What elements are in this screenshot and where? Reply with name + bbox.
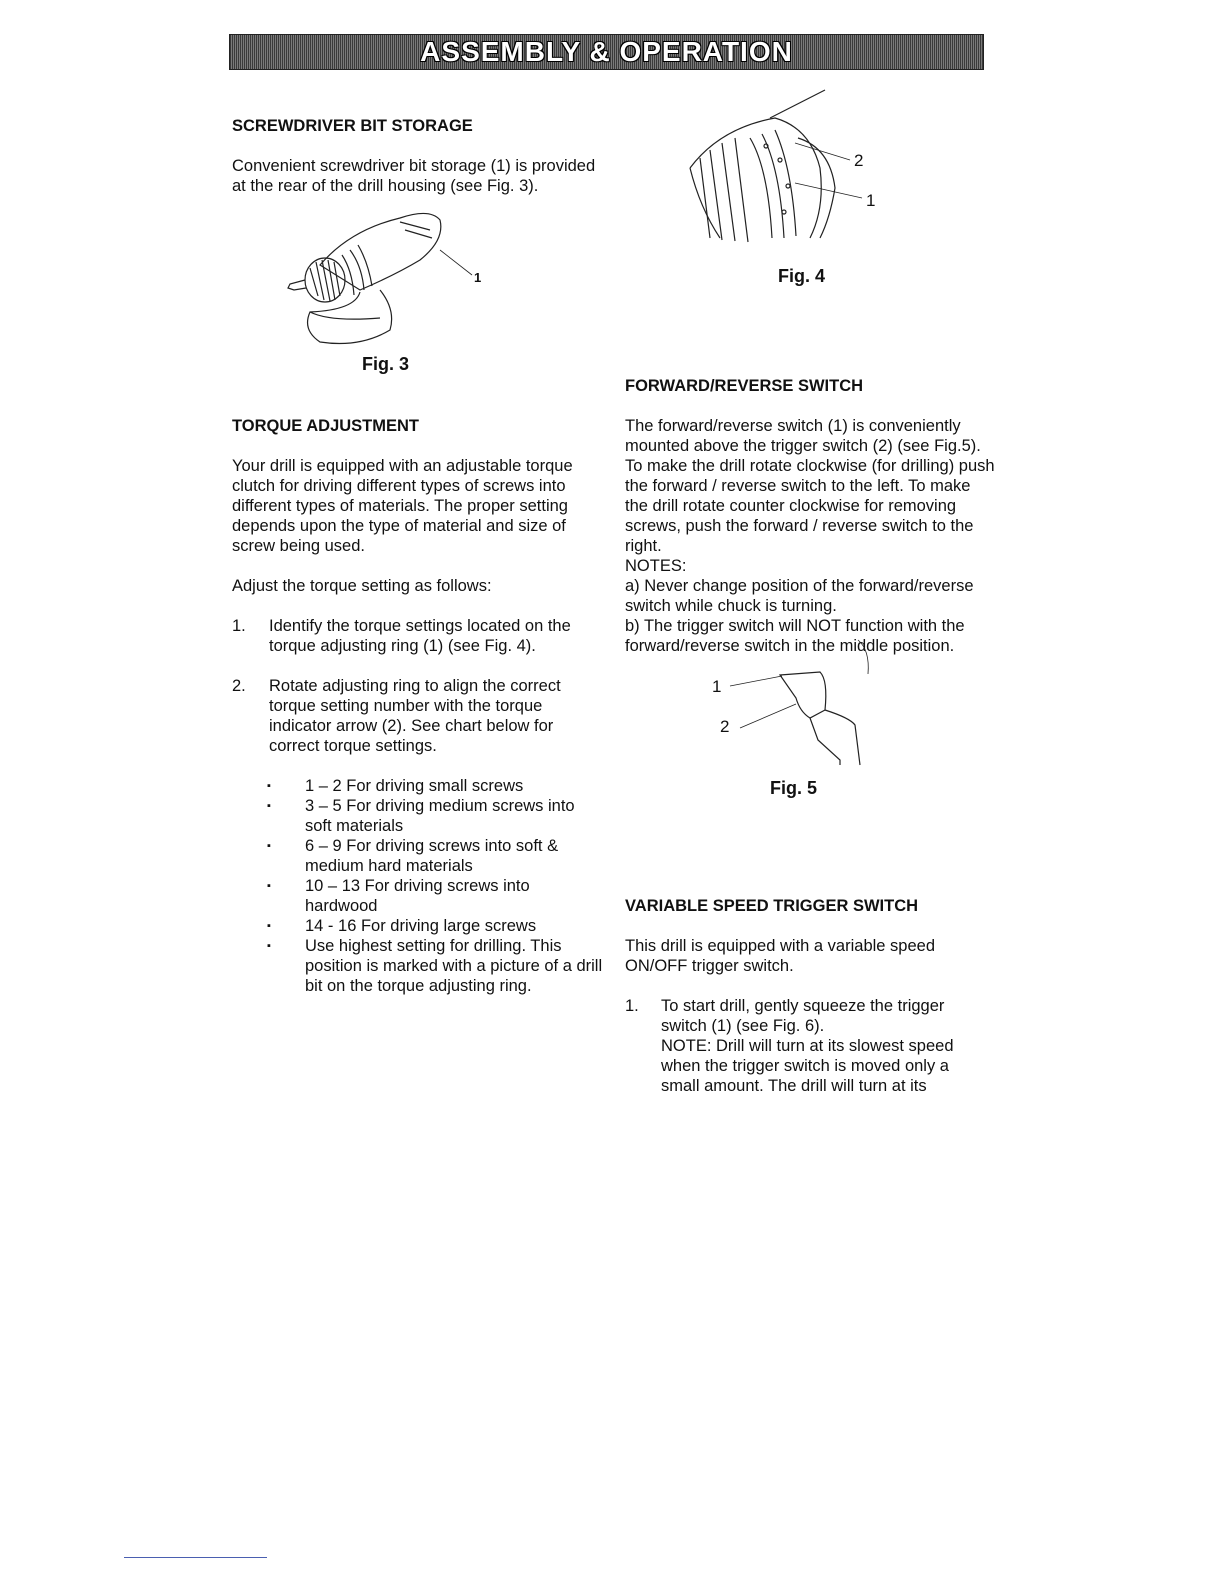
torque-body: Your drill is equipped with an adjustable torque clutch for driving different types of screws into different types of materials. The proper setting depends upon the type of material and size of screw being used. [232,457,573,555]
step-instruction: To start drill, gently squeeze the trigger switch (1) (see Fig. 6). [661,997,945,1035]
torque-settings-list [265,776,605,996]
fig5-trigger-illustration [700,640,900,770]
forward-reverse-body: The forward/reverse switch (1) is conveniently mounted above the trigger switch (2) (see Fig.5). To make the drill rotate clockwise (for drilling) push the forward / reverse switch to the left. To make the drill rotate counter clockwise for removing screws, push the forward / reverse switch to the right. [625,417,995,555]
trigger-body: This drill is equipped with a variable speed ON/OFF trigger switch. [625,937,936,975]
torque-intro: Adjust the torque setting as follows: [232,577,492,595]
step-number: 1. [625,997,639,1015]
banner-title: ASSEMBLY & OPERATION [420,36,793,67]
screwdriver-section [232,116,602,196]
step-text: Rotate adjusting ring to align the correct torque setting number with the torque indicator arrow (2). See chart below for correct torque settings. [269,677,561,755]
torque-heading: TORQUE ADJUSTMENT [232,417,420,435]
screwdriver-heading: SCREWDRIVER BIT STORAGE [232,117,473,135]
list-item: ▪ 6 – 9 For driving screws into soft & medium hard materials [265,836,605,876]
list-item: ▪ 1 – 2 For driving small screws [265,776,605,796]
forward-reverse-heading: FORWARD/REVERSE SWITCH [625,377,864,395]
torque-section [232,416,602,596]
fig4-clutch-illustration [680,88,880,248]
trigger-section [625,896,995,976]
fig5-caption: Fig. 5 [770,778,818,798]
fig5-callout-2: 2 [720,717,730,736]
fig5-callout-1: 1 [712,677,722,696]
step-text: Identify the torque settings located on the torque adjusting ring (1) (see Fig. 4). [269,617,571,655]
section-banner [229,34,984,70]
list-item: ▪ 10 – 13 For driving screws into hardwood [265,876,605,916]
list-item: ▪ 3 – 5 For driving medium screws into soft materials [265,796,605,836]
list-item: ▪ Use highest setting for drilling. This position is marked with a picture of a drill bit on the torque adjusting ring. [265,936,605,996]
note-b: b) The trigger switch will NOT function with the forward/reverse switch in the middle position. [625,617,965,655]
footnote-rule [124,1557,267,1558]
screwdriver-body: Convenient screwdriver bit storage (1) is provided at the rear of the drill housing (see Fig. 3). [232,157,596,195]
step-number: 2. [232,677,246,695]
step-note: NOTE: Drill will turn at its slowest speed when the trigger switch is moved only a small amount. The drill will turn at its [661,1037,954,1095]
fig4-callout-1: 1 [866,191,876,210]
step-number: 1. [232,617,246,635]
fig4-caption: Fig. 4 [778,266,826,286]
fig3-drill-illustration [280,200,480,350]
list-item: ▪ 14 - 16 For driving large screws [265,916,605,936]
trigger-heading: VARIABLE SPEED TRIGGER SWITCH [625,897,919,915]
fig4-callout-2: 2 [854,151,864,170]
fig3-caption: Fig. 3 [362,354,410,374]
forward-reverse-section [625,376,995,656]
notes-label: NOTES: [625,557,687,575]
note-a: a) Never change position of the forward/reverse switch while chuck is turning. [625,577,974,615]
fig3-callout-1: 1 [474,270,482,285]
step-text [661,996,991,1096]
